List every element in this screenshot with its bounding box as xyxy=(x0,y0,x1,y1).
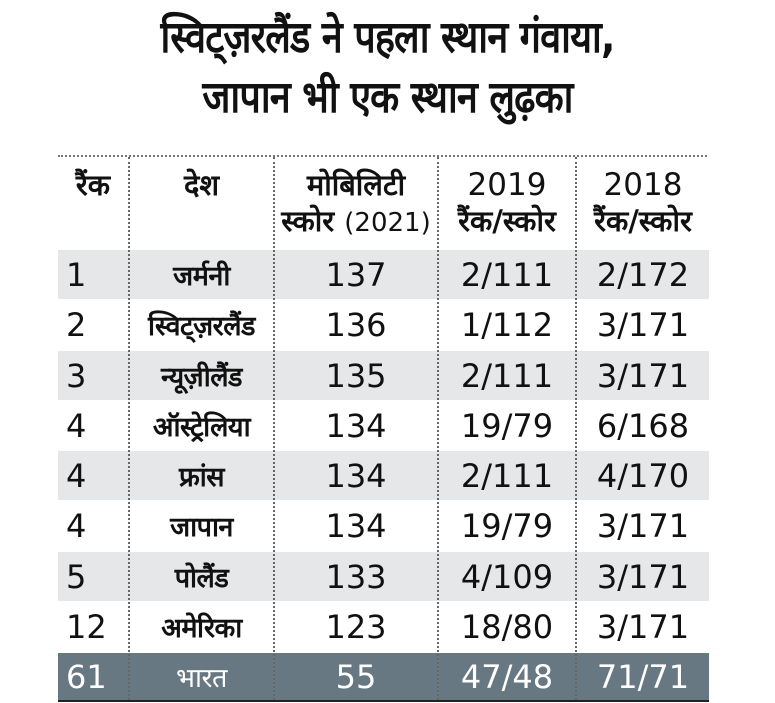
country-cell: स्विट्ज़रलैंड xyxy=(148,311,255,342)
country-cell: भारत xyxy=(176,663,227,694)
headline-line-1: स्विट्ज़रलैंड ने पहला स्थान गंवाया, xyxy=(160,12,615,63)
rank-score-2018-cell: 6/168 xyxy=(596,406,690,445)
score-cell: 134 xyxy=(325,406,387,445)
rank-score-2018-cell: 4/170 xyxy=(596,456,690,495)
rank-cell: 4 xyxy=(66,506,87,545)
rank-cell: 2 xyxy=(66,305,87,344)
headline xyxy=(54,8,721,128)
score-cell: 136 xyxy=(325,305,387,344)
country-cell: जर्मनी xyxy=(173,261,230,292)
rank-score-2019-cell: 19/79 xyxy=(460,406,554,445)
score-cell: 133 xyxy=(325,557,387,596)
rank-score-2018-cell: 3/171 xyxy=(596,607,690,646)
header-rank: रैंक xyxy=(75,168,111,202)
rank-score-2019-cell: 47/48 xyxy=(460,657,554,696)
country-cell: ऑस्ट्रेलिया xyxy=(152,412,251,443)
rank-score-2018-cell: 3/171 xyxy=(596,356,690,395)
header-2018: 2018 रैंक/स्कोर xyxy=(594,167,692,238)
rank-score-2019-cell: 18/80 xyxy=(460,607,554,646)
rank-score-2018-cell: 71/71 xyxy=(596,657,690,696)
country-cell: अमेरिका xyxy=(161,613,242,644)
rank-score-2018-cell: 3/171 xyxy=(596,506,690,545)
score-cell: 123 xyxy=(325,607,387,646)
country-cell: फ्रांस xyxy=(178,462,225,493)
rank-score-2019-cell: 2/111 xyxy=(460,456,554,495)
rank-cell: 4 xyxy=(66,406,87,445)
table-row-india-highlight xyxy=(58,653,709,700)
rank-cell: 4 xyxy=(66,456,87,495)
table-row xyxy=(58,602,709,651)
rank-cell: 1 xyxy=(66,255,87,294)
column-divider xyxy=(128,157,130,700)
rank-cell: 61 xyxy=(66,657,107,696)
table-row xyxy=(58,300,709,349)
score-cell: 137 xyxy=(325,255,387,294)
table-row xyxy=(58,501,709,550)
country-cell: जापान xyxy=(170,512,233,543)
score-cell: 134 xyxy=(325,506,387,545)
table-row xyxy=(58,250,709,299)
column-divider xyxy=(575,157,577,700)
rank-score-2018-cell: 2/172 xyxy=(596,255,690,294)
bottom-rule xyxy=(58,700,709,702)
rank-score-2019-cell: 2/111 xyxy=(460,356,554,395)
country-cell: पोलैंड xyxy=(174,563,229,594)
rank-score-2019-cell: 4/109 xyxy=(460,557,554,596)
table-row xyxy=(58,351,709,400)
headline-line-2: जापान भी एक स्थान लुढ़का xyxy=(202,72,573,123)
rank-score-2019-cell: 19/79 xyxy=(460,506,554,545)
column-divider xyxy=(273,157,275,700)
rank-score-2018-cell: 3/171 xyxy=(596,305,690,344)
table-row xyxy=(58,451,709,500)
table-row xyxy=(58,552,709,601)
column-divider xyxy=(437,157,439,700)
header-mobility-score: मोबिलिटी स्कोर (2021) xyxy=(281,168,431,238)
score-cell: 134 xyxy=(325,456,387,495)
rank-score-2019-cell: 2/111 xyxy=(460,255,554,294)
rank-score-2018-cell: 3/171 xyxy=(596,557,690,596)
header-2019: 2019 रैंक/स्कोर xyxy=(458,167,556,238)
header-country: देश xyxy=(183,168,220,202)
table-row xyxy=(58,401,709,450)
country-cell: न्यूज़ीलैंड xyxy=(161,362,242,393)
score-cell: 135 xyxy=(325,356,387,395)
rank-score-2019-cell: 1/112 xyxy=(460,305,554,344)
rank-cell: 12 xyxy=(66,607,107,646)
rank-cell: 3 xyxy=(66,356,87,395)
score-cell: 55 xyxy=(335,657,377,696)
rank-cell: 5 xyxy=(66,557,87,596)
